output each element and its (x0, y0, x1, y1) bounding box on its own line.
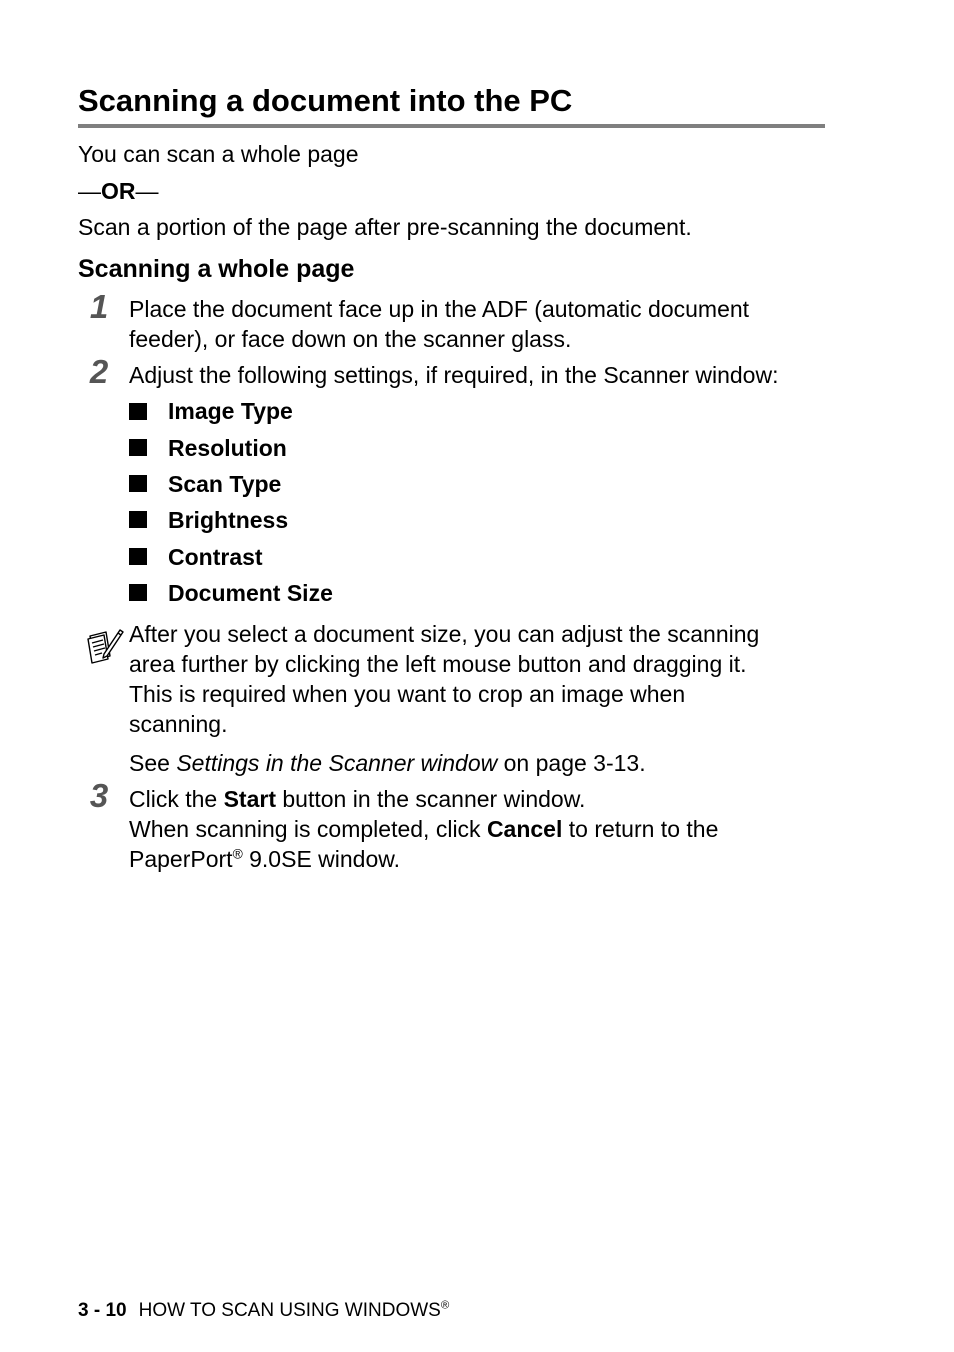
start-button-label: Start (223, 786, 276, 812)
step-number-2: 2 (89, 353, 109, 390)
title-underline (78, 124, 825, 128)
or-label: OR (101, 178, 136, 204)
cancel-button-label: Cancel (486, 816, 563, 842)
step-number-3: 3 (89, 777, 109, 814)
setting-resolution: Resolution (168, 435, 287, 461)
setting-document-size: Document Size (168, 580, 333, 606)
step-3-text (129, 784, 718, 874)
intro-text-2: Scan a portion of the page after pre-scanning the document. (78, 214, 692, 240)
step-3-line-1-post: button in the scanner window. (276, 786, 586, 812)
step-3-line-1-pre: Click the (129, 786, 224, 812)
bullet-square-icon (129, 584, 147, 601)
bullet-square-icon (129, 403, 147, 420)
step-1-line-2: feeder), or face down on the scanner glass. (129, 326, 572, 352)
see-prefix: See (129, 750, 177, 776)
registered-mark: ® (232, 846, 243, 862)
step-3-line-2-pre: When scanning is completed, click (129, 816, 487, 842)
see-reference-title: Settings in the Scanner window (176, 750, 498, 776)
note-line-3: This is required when you want to crop an image when (129, 681, 686, 707)
bullet-square-icon (129, 475, 147, 492)
step-1-text (129, 294, 749, 354)
step-3-line-3-post: 9.0SE window. (242, 846, 400, 872)
setting-contrast: Contrast (168, 544, 263, 570)
step-1-line-1: Place the document face up in the ADF (automatic document (129, 296, 750, 322)
intro-text-1: You can scan a whole page (78, 141, 359, 167)
bullet-square-icon (129, 439, 147, 456)
note-text (129, 619, 759, 739)
step-3-line-2 (129, 814, 718, 844)
note-see-reference (129, 748, 646, 778)
step-3-line-3-pre: PaperPort (129, 846, 233, 872)
or-dash-right: — (135, 178, 159, 204)
see-suffix: on page 3-13. (497, 750, 646, 776)
bullet-square-icon (129, 548, 147, 565)
page-title: Scanning a document into the PC (78, 83, 573, 118)
step-2-text: Adjust the following settings, if required, in the Scanner window: (129, 362, 779, 388)
step-3-line-1 (129, 784, 718, 814)
step-3-line-3 (129, 844, 718, 874)
section-title: Scanning a whole page (78, 255, 355, 283)
or-dash-left: — (78, 178, 101, 204)
note-line-1: After you select a document size, you can adjust the scanning (129, 621, 760, 647)
setting-brightness: Brightness (168, 507, 289, 533)
registered-mark: ® (440, 1299, 450, 1312)
setting-image-type: Image Type (168, 398, 293, 424)
note-pencil-icon (86, 626, 124, 666)
or-separator (78, 176, 159, 206)
note-line-4: scanning. (129, 711, 228, 737)
bullet-square-icon (129, 511, 147, 528)
step-number-1: 1 (89, 288, 109, 325)
page-footer (78, 1298, 449, 1324)
step-3-line-2-post: to return to the (562, 816, 719, 842)
chapter-title: HOW TO SCAN USING WINDOWS (138, 1300, 441, 1321)
note-line-2: area further by clicking the left mouse button and dragging it. (129, 651, 747, 677)
page-number: 3 - 10 (78, 1300, 127, 1321)
setting-scan-type: Scan Type (168, 471, 282, 497)
